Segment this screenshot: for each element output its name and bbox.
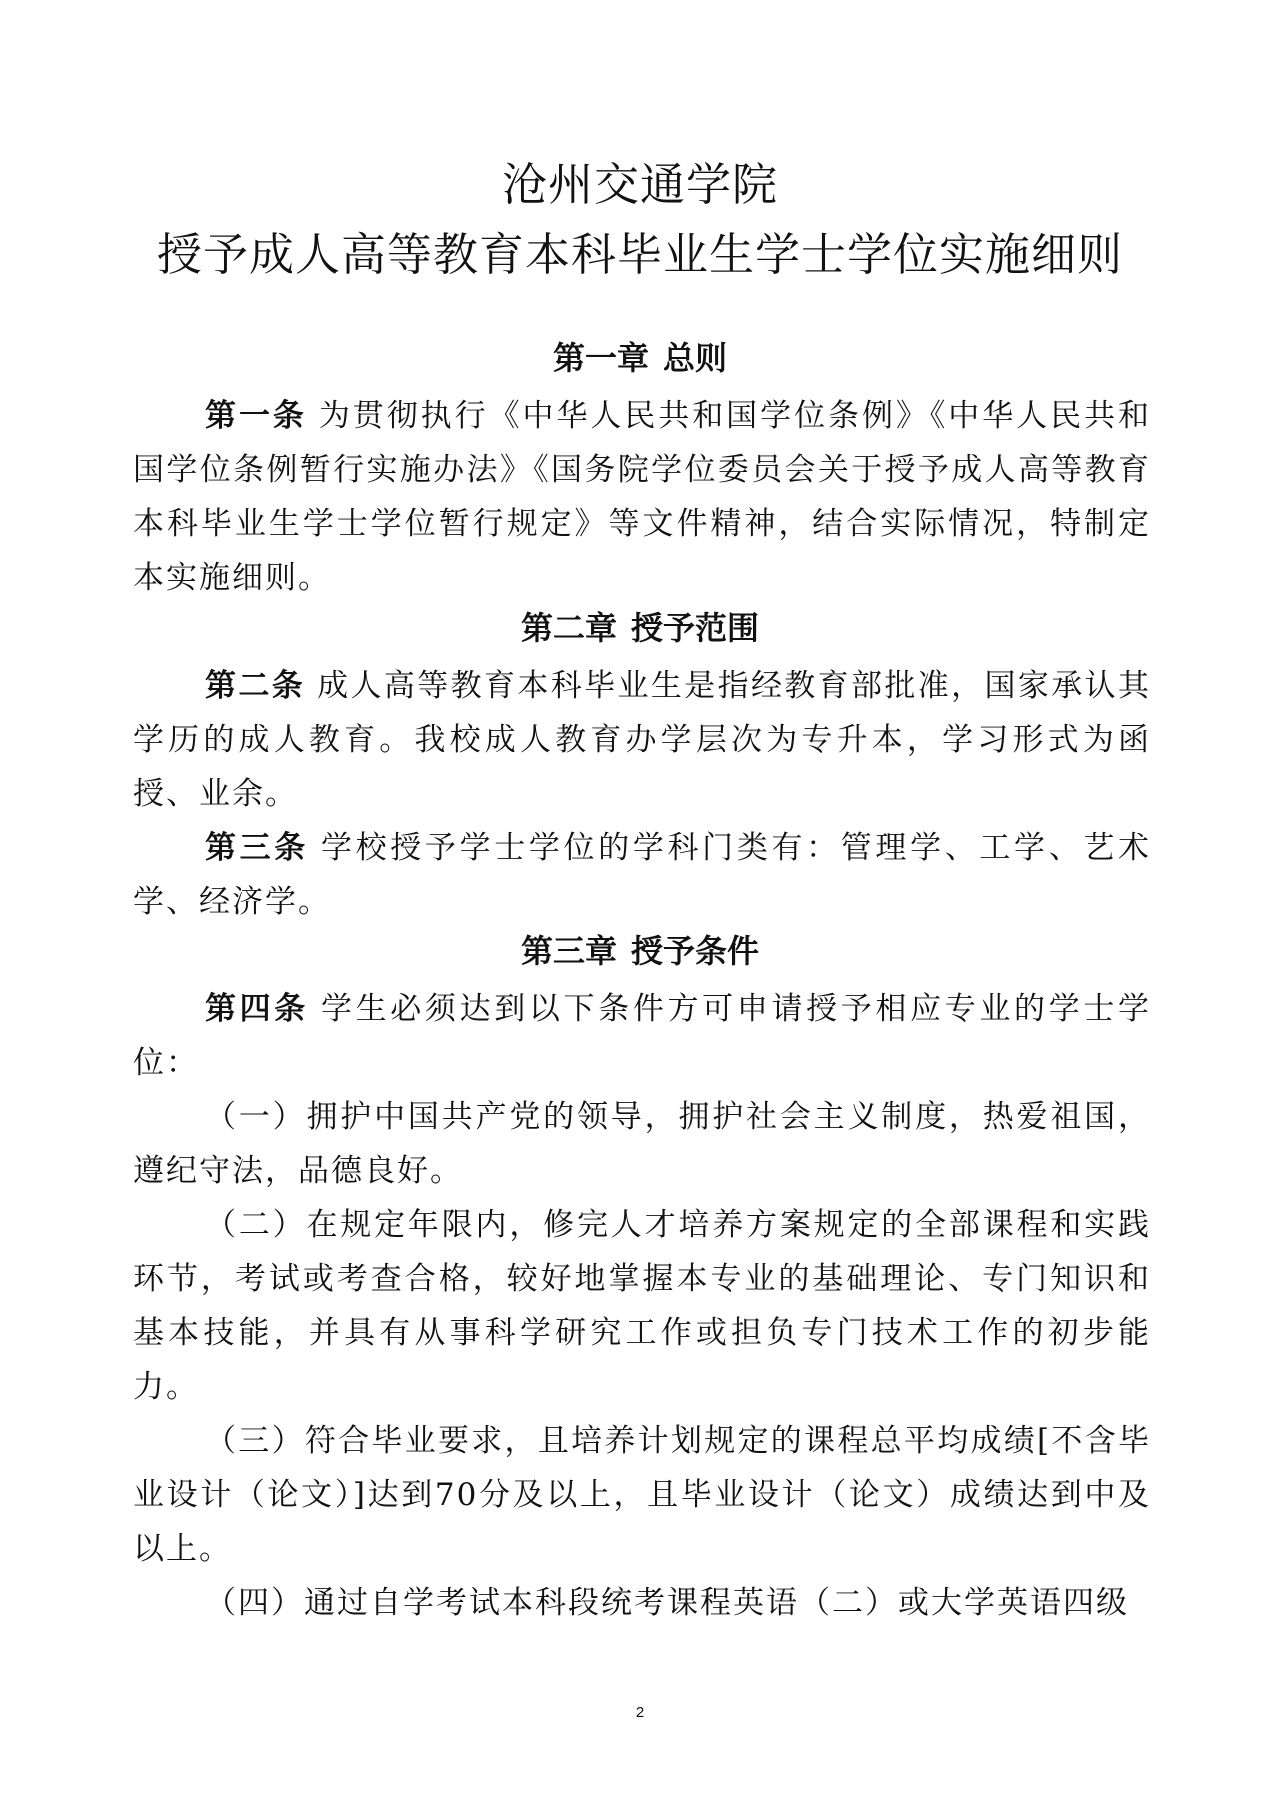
- chapter-number: 第一章: [552, 339, 649, 377]
- chapter-heading-1: [0, 336, 1280, 380]
- article-text: 学生必须达到以下条件方可申请授予相应专业的学士学位：: [133, 991, 1152, 1081]
- article-text: 为贯彻执行《中华人民共和国学位条例》《中华人民共和国学位条例暂行实施办法》《国务院学位委员会关于授予成人高等教育本科毕业生学士学位暂行规定》等文件精神，结合实际情况，特制定本实施细则。: [133, 398, 1152, 596]
- article-1: [133, 389, 1151, 605]
- chapter-heading-2: [0, 606, 1280, 650]
- chapter-name: 授予范围: [631, 609, 760, 647]
- condition-item-3: （三）符合毕业要求，且培养计划规定的课程总平均成绩[不含毕业设计（论文）]达到70分及以上，且毕业设计（论文）成绩达到中及以上。: [133, 1423, 1151, 1567]
- chapter-name: 授予条件: [631, 932, 760, 970]
- chapter-name: 总则: [663, 339, 728, 377]
- article-2: [133, 659, 1151, 821]
- chapter-number: 第二章: [520, 609, 617, 647]
- article-label: 第三条: [205, 830, 309, 866]
- condition-item-4: （四）通过自学考试本科段统考课程英语（二）或大学英语四级: [205, 1585, 1129, 1621]
- chapter-number: 第三章: [520, 932, 617, 970]
- article-label: 第一条: [205, 398, 307, 434]
- article-4: [133, 982, 1151, 1090]
- document-title-institution: 沧州交通学院: [501, 158, 778, 211]
- article-text: 学校授予学士学位的学科门类有：管理学、工学、艺术学、经济学。: [133, 830, 1152, 920]
- document-title-main: 授予成人高等教育本科毕业生学士学位实施细则: [156, 228, 1123, 281]
- article-text: 成人高等教育本科毕业生是指经教育部批准，国家承认其学历的成人教育。我校成人教育办学层次为专升本，学习形式为函授、业余。: [133, 668, 1152, 812]
- page-number: 2: [635, 1704, 645, 1721]
- article-3: [133, 821, 1151, 929]
- article-label: 第四条: [205, 991, 309, 1027]
- condition-item-2: （二）在规定年限内，修完人才培养方案规定的全部课程和实践环节，考试或考查合格，较好地掌握本专业的基础理论、专门知识和基本技能，并具有从事科学研究工作或担负专门技术工作的初步能力。: [133, 1207, 1151, 1405]
- condition-item-1: （一）拥护中国共产党的领导，拥护社会主义制度，热爱祖国，遵纪守法，品德良好。: [133, 1099, 1151, 1189]
- article-label: 第二条: [205, 668, 306, 704]
- chapter-heading-3: [0, 929, 1280, 973]
